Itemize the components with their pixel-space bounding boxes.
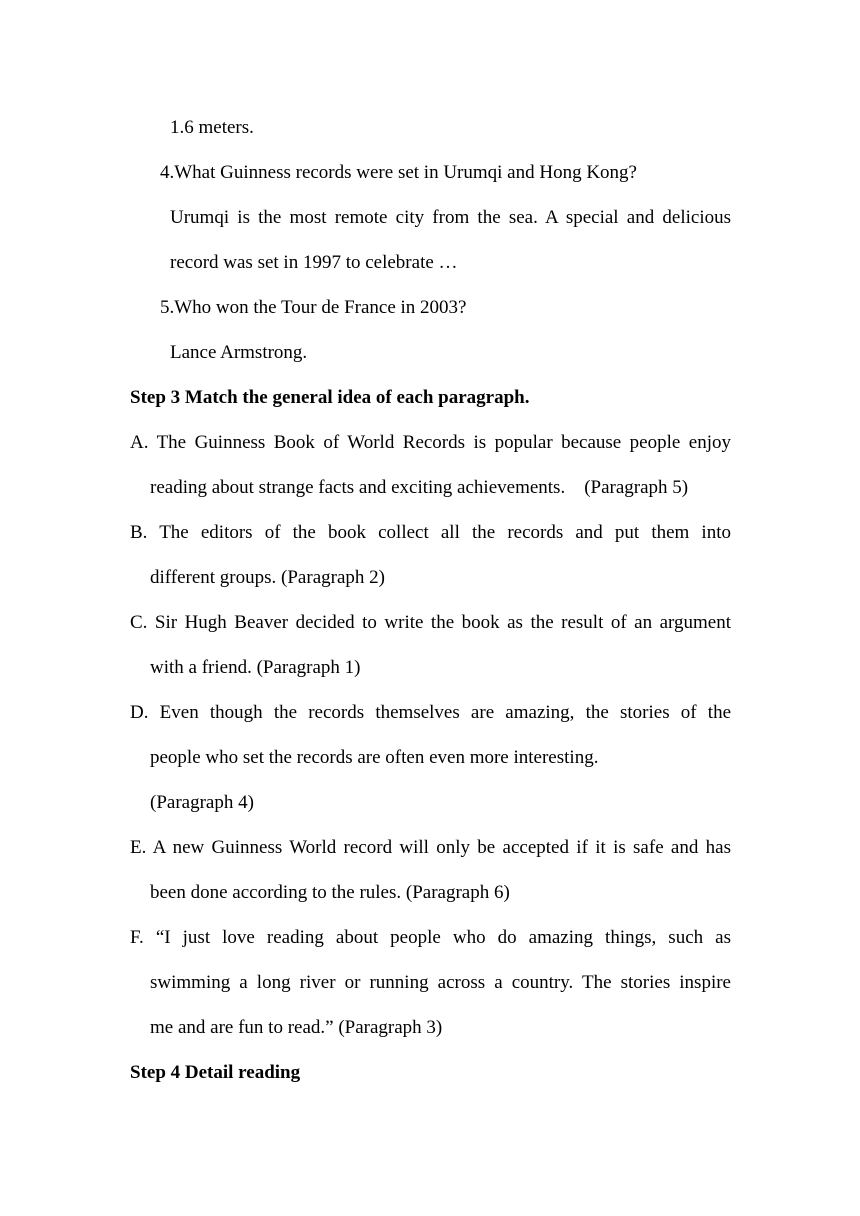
match-item-line: reading about strange facts and exciting achievements. (Paragraph 5) (150, 477, 689, 498)
answer-4-line-1: Urumqi is the most remote city from the sea. A special and delicious (170, 207, 731, 228)
match-item-line: D. Even though the records themselves are amazing, the stories of the (130, 702, 731, 723)
match-item-line: C. Sir Hugh Beaver decided to write the book as the result of an argument (130, 612, 731, 633)
match-item-line: been done according to the rules. (Paragraph 6) (150, 882, 510, 903)
match-item-line: swimming a long river or running across a country. The stories inspire (150, 972, 731, 993)
match-item-line: E. A new Guinness World record will only be accepted if it is safe and has (130, 837, 731, 858)
match-item-line: A. The Guinness Book of World Records is popular because people enjoy (130, 432, 731, 453)
match-item-line: different groups. (Paragraph 2) (150, 567, 385, 588)
answer-5: Lance Armstrong. (170, 342, 308, 363)
answer-3-continuation: 1.6 meters. (170, 117, 254, 138)
step-4-heading: Step 4 Detail reading (130, 1062, 301, 1083)
match-item-line: with a friend. (Paragraph 1) (150, 657, 361, 678)
match-item-line: me and are fun to read.” (Paragraph 3) (150, 1017, 443, 1038)
question-4: 4.What Guinness records were set in Urumqi and Hong Kong? (160, 162, 637, 183)
match-item-line: people who set the records are often even more interesting. (150, 747, 599, 768)
question-5: 5.Who won the Tour de France in 2003? (160, 297, 467, 318)
match-item-line: (Paragraph 4) (150, 792, 254, 813)
answer-4-line-2: record was set in 1997 to celebrate … (170, 252, 458, 273)
match-item-line: B. The editors of the book collect all the records and put them into (130, 522, 731, 543)
match-item-line: F. “I just love reading about people who do amazing things, such as (130, 927, 731, 948)
step-3-heading: Step 3 Match the general idea of each paragraph. (130, 387, 530, 408)
